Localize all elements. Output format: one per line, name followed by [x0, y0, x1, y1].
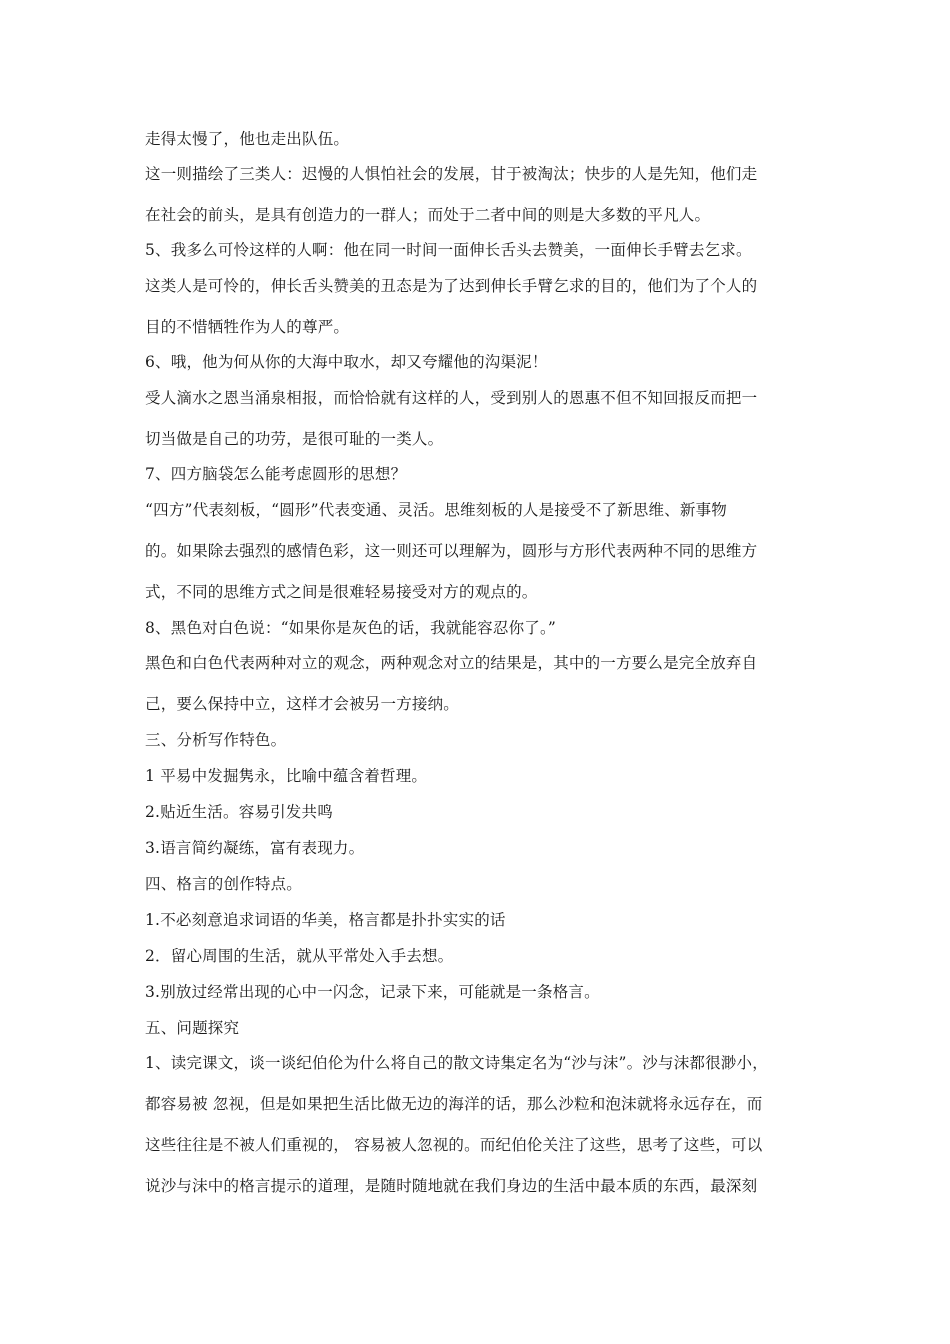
text-line: 2．留心周围的生活，就从平常处入手去想。 [145, 947, 454, 965]
text-line: 说沙与沫中的格言提示的道理，是随时随地就在我们身边的生活中最本质的东西，最深刻 [145, 1177, 758, 1195]
text-line: 6、哦，他为何从你的大海中取水，却又夸耀他的沟渠泥！ [145, 353, 548, 371]
text-line: 3.别放过经常出现的心中一闪念，记录下来，可能就是一条格言。 [145, 983, 600, 1001]
text-line: 8、黑色对白色说：“如果你是灰色的话，我就能容忍你了。” [145, 619, 557, 637]
text-line: 切当做是自己的功劳，是很可耻的一类人。 [145, 430, 444, 448]
text-line: 1、读完课文，谈一谈纪伯伦为什么将自己的散文诗集定名为“沙与沫”。沙与沫都很渺小， [145, 1054, 768, 1072]
text-line: 1.不必刻意追求词语的华美，格言都是扑扑实实的话 [145, 911, 506, 929]
text-line: “四方”代表刻板，“圆形”代表变通、灵活。思维刻板的人是接受不了新思维、新事物 [145, 501, 727, 519]
text-line: 这一则描绘了三类人：迟慢的人惧怕社会的发展，甘于被淘汰；快步的人是先知，他们走 [145, 165, 758, 183]
text-line: 走得太慢了，他也走出队伍。 [145, 130, 350, 148]
text-line: 的。如果除去强烈的感情色彩，这一则还可以理解为，圆形与方形代表两种不同的思维方 [145, 542, 758, 560]
text-line: 目的不惜牺牲作为人的尊严。 [145, 318, 350, 336]
text-line: 这类人是可怜的，伸长舌头赞美的丑态是为了达到伸长手臂乞求的目的，他们为了个人的 [145, 277, 758, 295]
section-heading: 四、格言的创作特点。 [145, 875, 303, 893]
text-line: 3.语言简约凝练，富有表现力。 [145, 839, 365, 857]
section-heading: 五、问题探究 [145, 1019, 240, 1037]
section-heading: 三、分析写作特色。 [145, 731, 287, 749]
text-line: 5、我多么可怜这样的人啊：他在同一时间一面伸长舌头去赞美，一面伸长手臂去乞求。 [145, 241, 752, 259]
text-line: 己，要么保持中立，这样才会被另一方接纳。 [145, 695, 460, 713]
text-line: 2.贴近生活。容易引发共鸣 [145, 803, 333, 821]
text-line: 在社会的前头，是具有创造力的一群人；而处于二者中间的则是大多数的平凡人。 [145, 206, 711, 224]
text-line: 7、四方脑袋怎么能考虑圆形的思想？ [145, 465, 407, 483]
text-line: 式，不同的思维方式之间是很难轻易接受对方的观点的。 [145, 583, 538, 601]
text-line: 都容易被 忽视，但是如果把生活比做无边的海洋的话，那么沙粒和泡沫就将永远存在，而 [145, 1095, 763, 1113]
text-line: 1 平易中发掘隽永，比喻中蕴含着哲理。 [145, 767, 428, 785]
text-line: 受人滴水之恩当涌泉相报，而恰恰就有这样的人，受到别人的恩惠不但不知回报反而把一 [145, 389, 758, 407]
text-line: 这些往往是不被人们重视的， 容易被人忽视的。而纪伯伦关注了这些，思考了这些，可以 [145, 1136, 763, 1154]
text-line: 黑色和白色代表两种对立的观念，两种观念对立的结果是，其中的一方要么是完全放弃自 [145, 654, 758, 672]
